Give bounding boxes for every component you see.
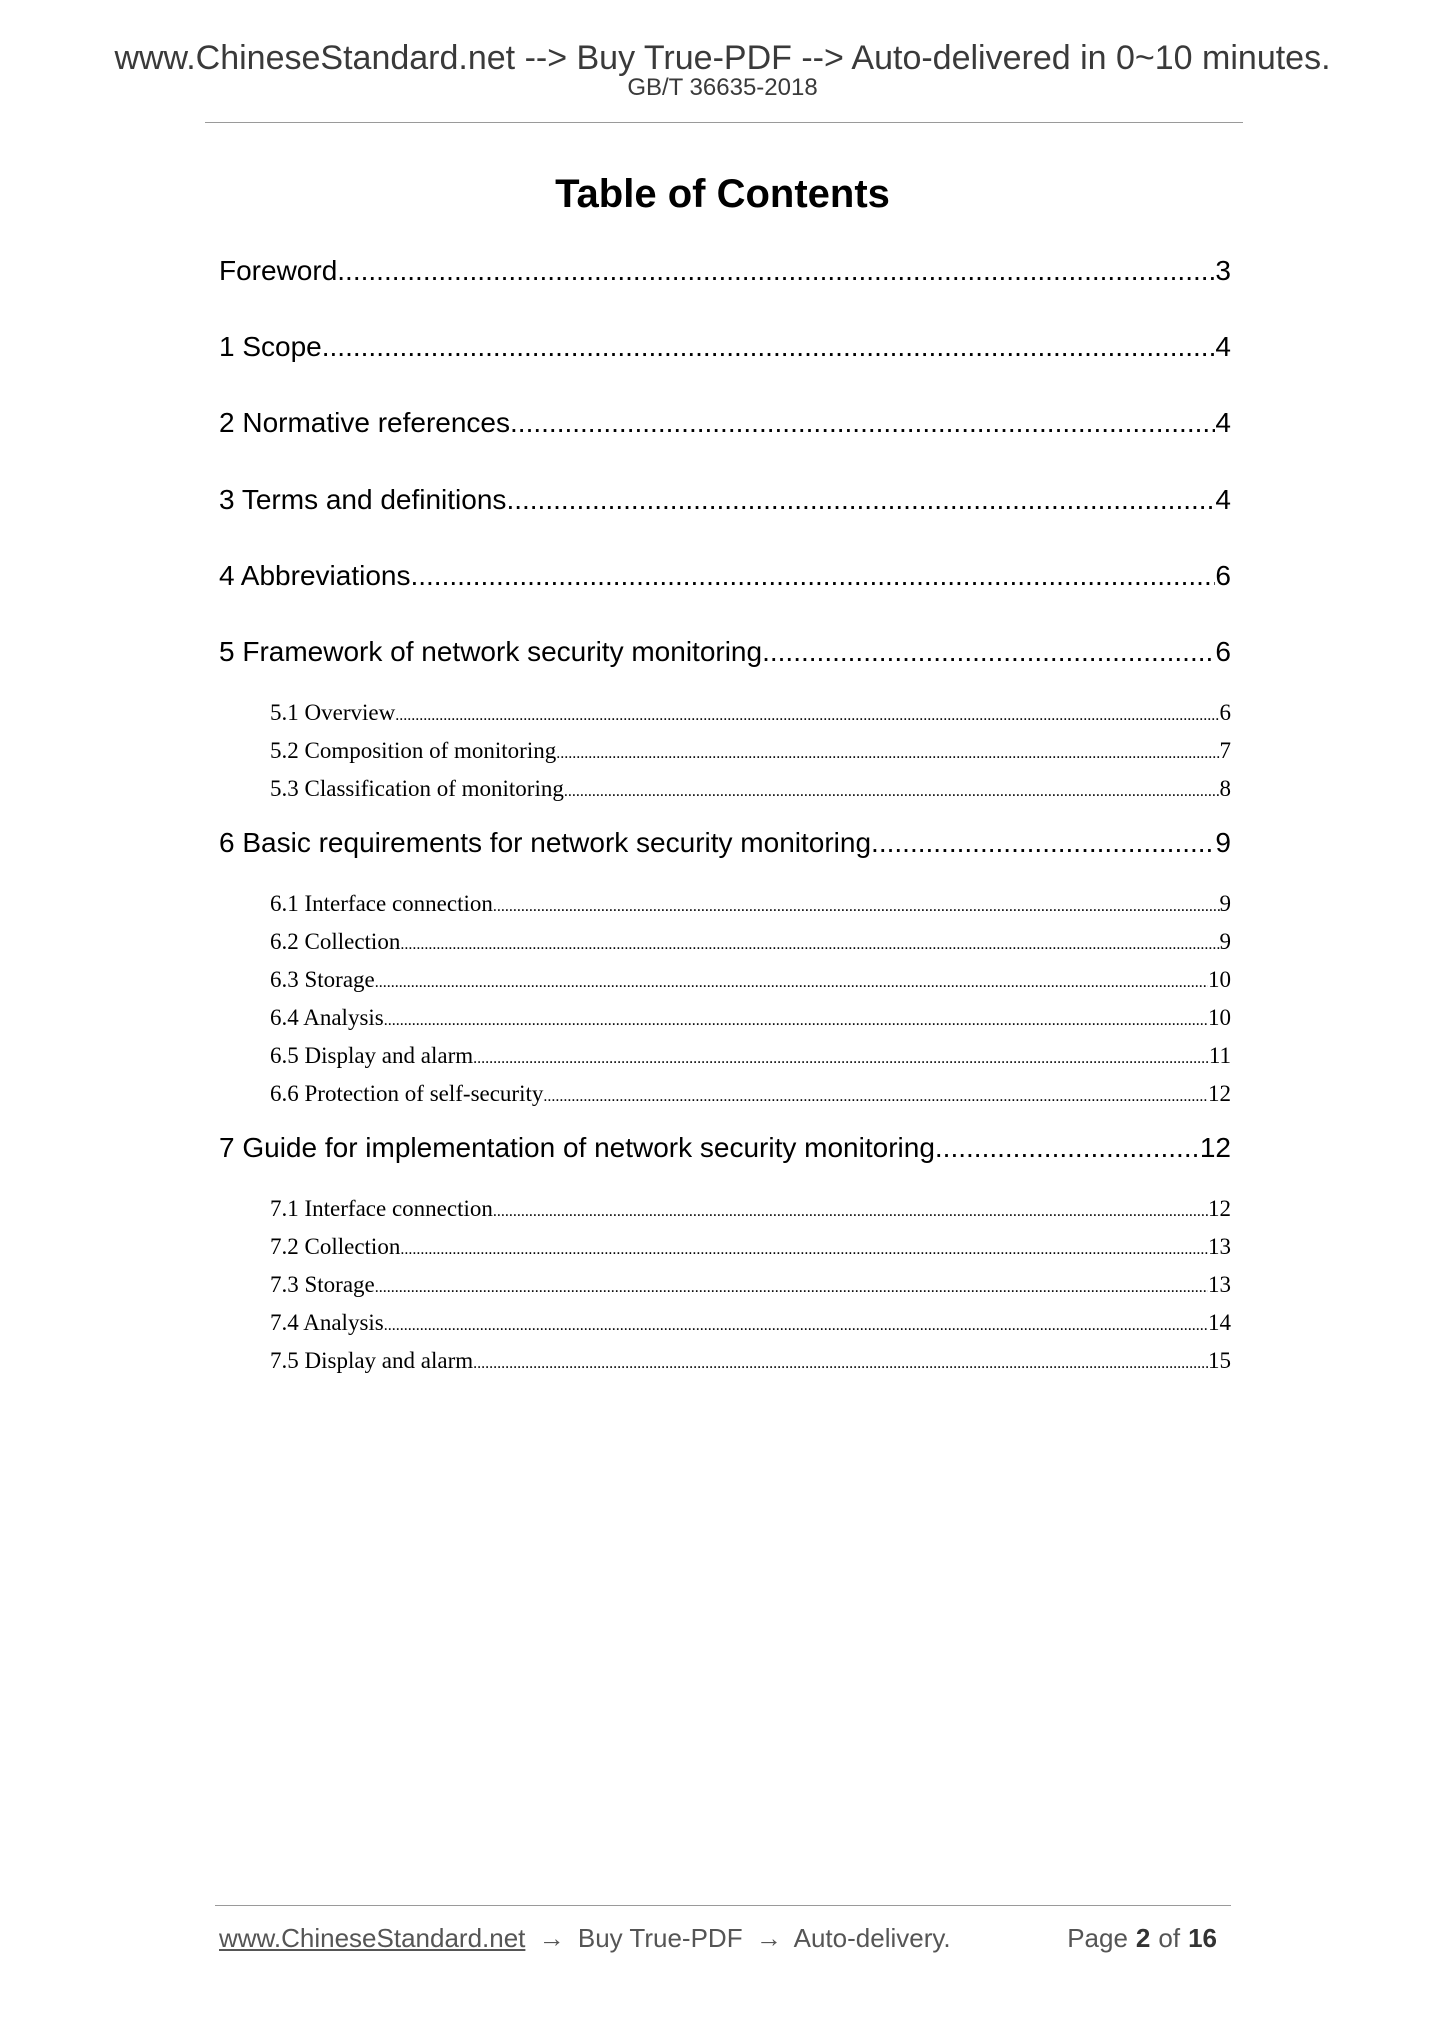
of-word: of [1158,1923,1181,1953]
dot-leader [375,1273,1208,1300]
page-total: 16 [1188,1923,1217,1953]
toc-entry-label: 6.5 Display and alarm [270,1043,474,1068]
toc-entry-page: 13 [1208,1272,1231,1297]
toc-entry-label: 2 Normative references [219,407,511,438]
toc-entry-label: 1 Scope [219,331,322,362]
toc-entry-page: 3 [1215,255,1231,286]
dot-leader [510,403,1215,443]
toc-entry-page: 14 [1208,1310,1231,1335]
toc-entry-label: 4 Abbreviations [219,560,411,591]
dot-leader [375,968,1208,995]
toc-entry-page: 12 [1199,1132,1231,1163]
toc-entry-label: 6.3 Storage [270,967,375,992]
toc-entry-label: 7.5 Display and alarm [270,1348,474,1373]
toc-entry-6-1[interactable] [270,889,1231,919]
toc-entry-page: 6 [1219,700,1231,725]
dot-leader [400,1235,1208,1262]
dot-leader [384,1006,1208,1033]
toc-entry-label: 7.4 Analysis [270,1310,384,1335]
dot-leader [762,632,1215,672]
toc-entry-label: 7 Guide for implementation of network security monitoring [219,1132,935,1163]
toc-entry-label: 7.3 Storage [270,1272,375,1297]
dot-leader [322,327,1216,367]
dot-leader [564,777,1220,804]
toc-entry-page: 9 [1215,827,1231,858]
toc-entry-implementation-guide[interactable] [219,1128,1231,1168]
standard-code: GB/T 36635-2018 [627,74,818,101]
dot-leader [400,930,1219,957]
toc-entry-page: 11 [1208,1043,1231,1068]
toc-entry-page: 8 [1219,776,1231,801]
dot-leader [493,892,1220,919]
dot-leader [384,1311,1208,1338]
toc-entry-page: 6 [1215,636,1231,667]
toc-entry-page: 4 [1215,331,1231,362]
dot-leader [543,1082,1208,1109]
arrow-right-icon: → [755,1923,782,1953]
toc-entry-page: 4 [1215,484,1231,515]
toc-entry-7-3[interactable] [270,1270,1231,1300]
page-indicator [1067,1918,1225,1958]
toc-entry-page: 10 [1208,967,1231,992]
toc-entry-page: 13 [1208,1234,1231,1259]
toc-entry-page: 10 [1208,1005,1231,1030]
page-current: 2 [1135,1923,1151,1953]
dot-leader [410,556,1215,596]
toc-entry-label: 3 Terms and definitions [219,484,507,515]
toc-entry-5-3[interactable] [270,774,1231,804]
toc-entry-terms-and-definitions[interactable] [219,480,1231,520]
toc-entry-label: Foreword [219,255,338,286]
footer-delivery-text: Auto-delivery. [793,1923,951,1953]
toc-entry-label: 5 Framework of network security monitoring [219,636,763,667]
toc-entry-basic-requirements[interactable] [219,823,1231,863]
toc-entry-7-4[interactable] [270,1308,1231,1338]
toc-entry-framework[interactable] [219,632,1231,672]
toc-entry-label: 5.2 Composition of monitoring [270,738,557,763]
toc-entry-7-5[interactable] [270,1346,1231,1376]
dot-leader [935,1128,1200,1168]
top-banner: www.ChineseStandard.net --> Buy True-PDF --> Auto-delivered in 0~10 minutes. [114,39,1331,77]
dot-leader [493,1197,1208,1224]
footer [219,1918,1231,1958]
dot-leader [506,480,1215,520]
toc-entry-label: 6 Basic requirements for network security monitoring [219,827,872,858]
toc-entry-label: 7.1 Interface connection [270,1196,493,1221]
dot-leader [871,823,1215,863]
toc-entry-foreword[interactable] [219,251,1231,291]
toc-entry-abbreviations[interactable] [219,556,1231,596]
dot-leader [473,1044,1209,1071]
dot-leader [556,739,1219,766]
toc-entry-page: 12 [1208,1196,1231,1221]
toc-entry-page: 9 [1219,891,1231,916]
toc-entry-scope[interactable] [219,327,1231,367]
toc-entry-label: 6.2 Collection [270,929,401,954]
toc-entry-6-6[interactable] [270,1079,1231,1109]
toc-entry-5-1[interactable] [270,698,1231,728]
toc-entry-7-1[interactable] [270,1194,1231,1224]
arrow-right-icon: → [538,1923,565,1953]
toc-entry-label: 5.1 Overview [270,700,396,725]
toc-entry-6-4[interactable] [270,1003,1231,1033]
toc-entry-5-2[interactable] [270,736,1231,766]
toc-entry-6-5[interactable] [270,1041,1231,1071]
toc-entry-normative-references[interactable] [219,403,1231,443]
toc-entry-label: 7.2 Collection [270,1234,401,1259]
toc-entry-page: 12 [1208,1081,1231,1106]
toc-entry-page: 6 [1215,560,1231,591]
toc-entry-label: 5.3 Classification of monitoring [270,776,564,801]
toc-entry-label: 6.6 Protection of self-security [270,1081,544,1106]
footer-divider [215,1905,1231,1906]
toc-entry-page: 15 [1208,1348,1231,1373]
page-word: Page [1067,1923,1128,1953]
toc-title: Table of Contents [555,172,890,216]
toc-entry-6-3[interactable] [270,965,1231,995]
toc-entry-page: 4 [1215,407,1231,438]
toc-entry-label: 6.4 Analysis [270,1005,384,1030]
dot-leader [473,1349,1208,1376]
footer-site-link[interactable]: www.ChineseStandard.net [219,1923,526,1953]
toc-entry-page: 9 [1219,929,1231,954]
toc-entry-6-2[interactable] [270,927,1231,957]
toc-entry-7-2[interactable] [270,1232,1231,1262]
toc-entry-label: 6.1 Interface connection [270,891,493,916]
dot-leader [337,251,1215,291]
footer-buy-text: Buy True-PDF [577,1923,743,1953]
dot-leader [395,701,1219,728]
toc-entry-page: 7 [1219,738,1231,763]
